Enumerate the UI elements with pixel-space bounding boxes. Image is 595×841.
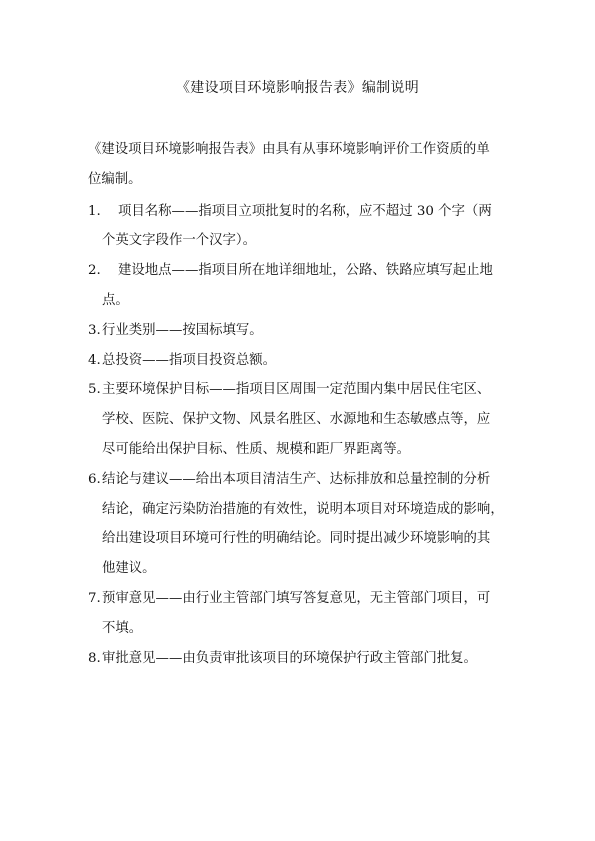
list-item-2 (88, 256, 512, 286)
list-item-6 (88, 465, 512, 495)
item-number: 3. (88, 322, 101, 338)
page-title: 《建设项目环境影响报告表》编制说明 (175, 80, 420, 96)
item-line: 点。 (102, 292, 129, 308)
item-line: 结论与建议——给出本项目清洁生产、达标排放和总量控制的分析 (102, 471, 491, 487)
list-item-1 (88, 197, 512, 227)
list-item-7-cont (88, 614, 512, 644)
item-line: 行业类别——按国标填写。 (102, 322, 263, 338)
item-line: 不填。 (102, 620, 143, 636)
list-item-7 (88, 584, 512, 614)
item-line: 个英文字段作一个汉字）。 (102, 233, 256, 249)
item-line: 尽可能给出保护目标、性质、规模和距厂界距离等。 (102, 441, 410, 457)
list-item-6-cont (88, 495, 512, 584)
list-item-3 (88, 316, 512, 346)
item-number: 5. (88, 382, 101, 398)
item-line: 主要环境保护目标——指项目区周围一定范围内集中居民住宅区、 (102, 382, 491, 398)
item-line: 建设地点——指项目所在地详细地址，公路、铁路应填写起止地 (118, 263, 493, 279)
item-number: 2. (88, 263, 101, 279)
item-number: 4. (88, 352, 101, 368)
list-item-5 (88, 375, 512, 405)
item-line: 总投资——指项目投资总额。 (102, 352, 277, 368)
intro-line-1: 《建设项目环境影响报告表》由具有从事环境影响评价工作资质的单 (88, 142, 490, 157)
item-number: 6. (88, 471, 101, 487)
item-line: 预审意见——由行业主管部门填写答复意见，无主管部门项目，可 (102, 590, 491, 606)
item-line: 学校、医院、保护文物、风景名胜区、水源地和生态敏感点等，应 (102, 412, 491, 428)
item-number: 1. (88, 203, 101, 219)
intro-paragraph (88, 135, 512, 195)
list-item-8 (88, 644, 512, 674)
intro-line-2: 位编制。 (88, 171, 142, 187)
list-item-5-cont (88, 405, 512, 465)
item-number: 7. (88, 590, 101, 606)
item-line: 给出建设项目环境可行性的明确结论。同时提出减少环境影响的其 (102, 531, 491, 547)
list-item-1-cont (88, 226, 512, 256)
item-line: 他建议。 (102, 561, 156, 577)
list-item-2-cont (88, 286, 512, 316)
item-number: 8. (88, 650, 101, 666)
item-line: 项目名称——指项目立项批复时的名称，应不超过 30 个字（两 (118, 203, 492, 219)
document-body (88, 135, 512, 673)
list-item-4 (88, 346, 512, 376)
item-line: 结论，确定污染防治措施的有效性，说明本项目对环境造成的影响， (102, 501, 504, 517)
item-line: 审批意见——由负责审批该项目的环境保护行政主管部门批复。 (102, 650, 477, 666)
